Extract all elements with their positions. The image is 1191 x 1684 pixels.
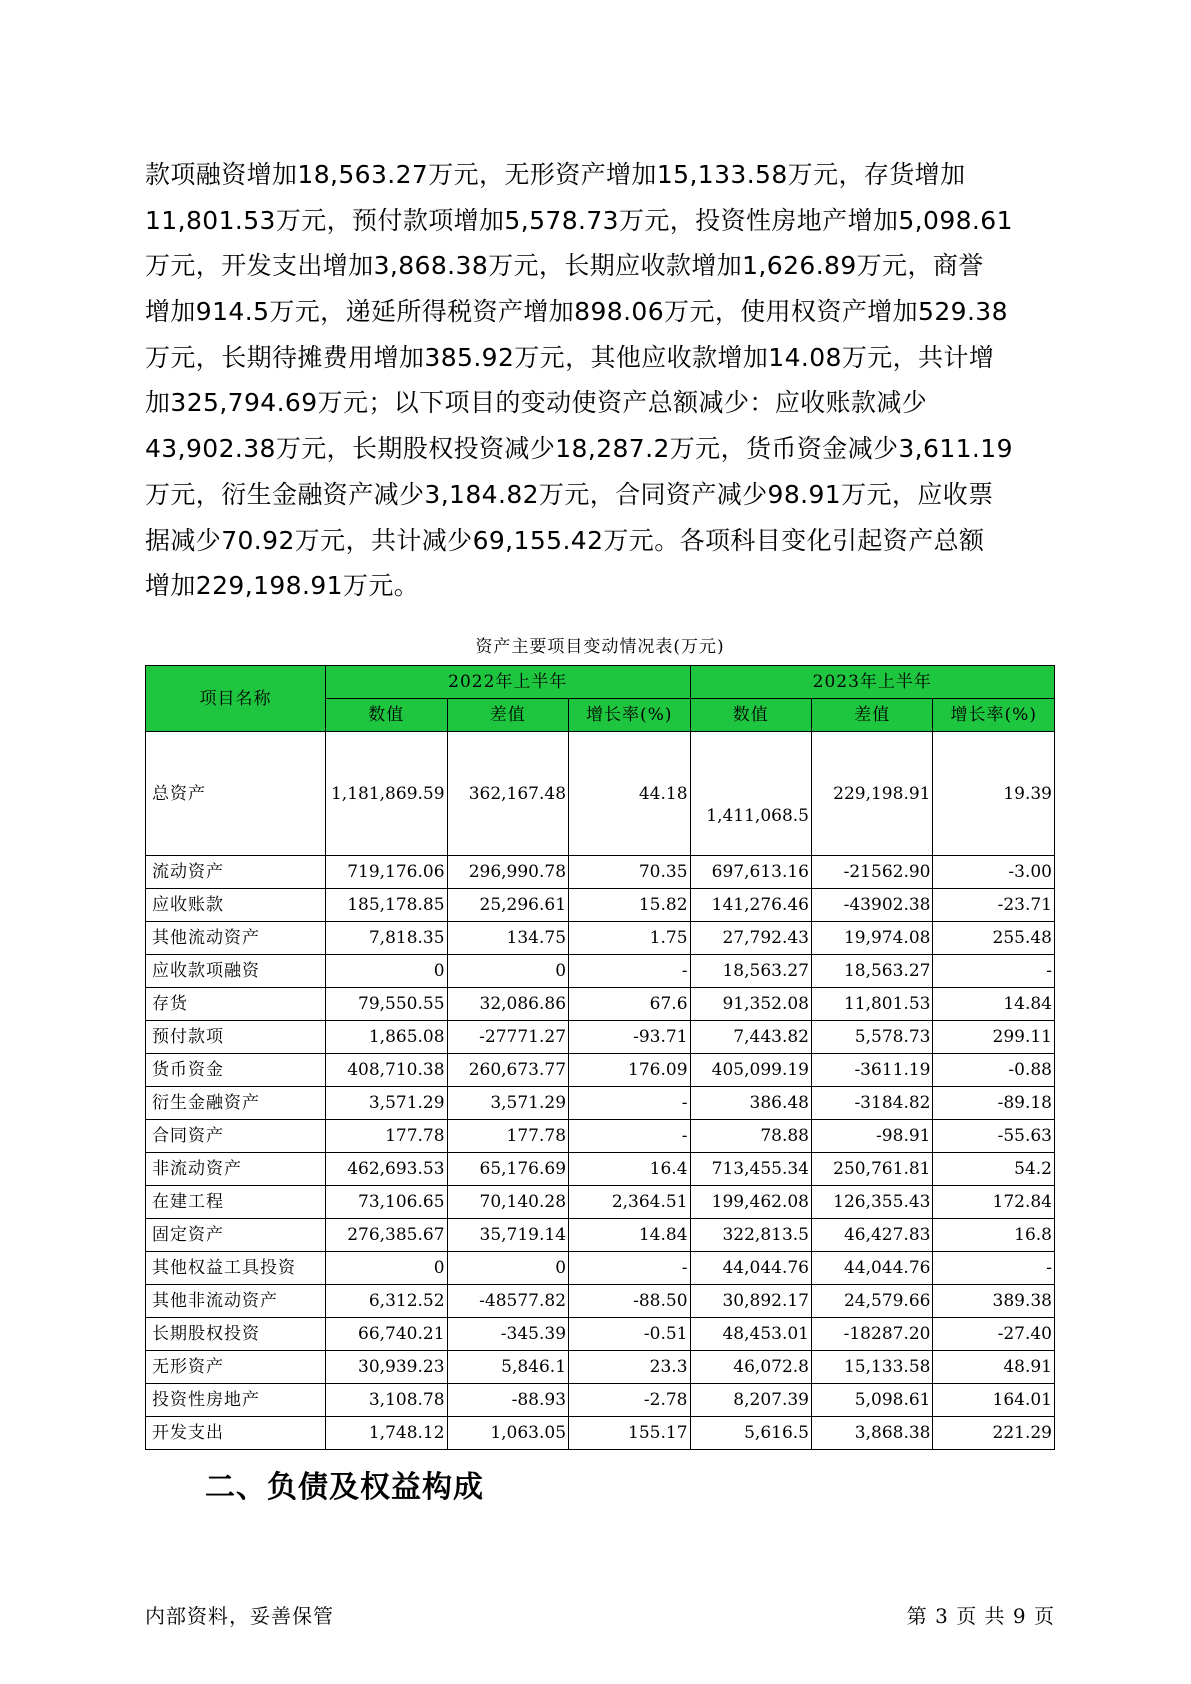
cell-diff-2023: 11,801.53 bbox=[812, 988, 933, 1021]
paragraph-line: 据减少70.92万元，共计减少69,155.42万元。各项科目变化引起资产总额 bbox=[145, 525, 985, 555]
cell-value-2022: 462,693.53 bbox=[326, 1153, 447, 1186]
table-row bbox=[146, 1153, 1055, 1186]
cell-rate-2023: 48.91 bbox=[933, 1351, 1055, 1384]
row-item-name: 在建工程 bbox=[146, 1186, 326, 1219]
paragraph-line: 增加914.5万元，递延所得税资产增加898.06万元，使用权资产增加529.38 bbox=[145, 297, 1008, 327]
cell-rate-2023: 389.38 bbox=[933, 1285, 1055, 1318]
table-row bbox=[146, 922, 1055, 955]
table-row bbox=[146, 1252, 1055, 1285]
cell-value-2023: 8,207.39 bbox=[690, 1384, 811, 1417]
row-item-name: 存货 bbox=[146, 988, 326, 1021]
cell-diff-2023: 5,578.73 bbox=[812, 1021, 933, 1054]
table-row bbox=[146, 955, 1055, 988]
cell-value-2023: 5,616.5 bbox=[690, 1417, 811, 1450]
cell-diff-2023: 5,098.61 bbox=[812, 1384, 933, 1417]
cell-rate-2023: -0.88 bbox=[933, 1054, 1055, 1087]
cell-rate-2022: 44.18 bbox=[569, 732, 690, 856]
cell-value-2023: 44,044.76 bbox=[690, 1252, 811, 1285]
cell-diff-2023: -98.91 bbox=[812, 1120, 933, 1153]
cell-value-2022: 276,385.67 bbox=[326, 1219, 447, 1252]
cell-rate-2023: -55.63 bbox=[933, 1120, 1055, 1153]
table-row bbox=[146, 732, 1055, 856]
cell-diff-2022: 0 bbox=[447, 1252, 568, 1285]
cell-rate-2023: 164.01 bbox=[933, 1384, 1055, 1417]
cell-diff-2022: 65,176.69 bbox=[447, 1153, 568, 1186]
row-item-name: 应收款项融资 bbox=[146, 955, 326, 988]
cell-diff-2022: 35,719.14 bbox=[447, 1219, 568, 1252]
cell-rate-2022: - bbox=[569, 955, 690, 988]
cell-value-2023: 199,462.08 bbox=[690, 1186, 811, 1219]
table-row bbox=[146, 1054, 1055, 1087]
body-paragraph bbox=[145, 152, 1055, 609]
cell-diff-2023: 3,868.38 bbox=[812, 1417, 933, 1450]
cell-value-2022: 73,106.65 bbox=[326, 1186, 447, 1219]
cell-value-2022: 6,312.52 bbox=[326, 1285, 447, 1318]
cell-rate-2022: 23.3 bbox=[569, 1351, 690, 1384]
cell-rate-2023: -3.00 bbox=[933, 856, 1055, 889]
cell-value-2022: 0 bbox=[326, 1252, 447, 1285]
cell-value-2022: 0 bbox=[326, 955, 447, 988]
section-heading: 二、负债及权益构成 bbox=[205, 1470, 484, 1505]
cell-rate-2023: 19.39 bbox=[933, 732, 1055, 856]
cell-rate-2022: 2,364.51 bbox=[569, 1186, 690, 1219]
cell-diff-2022: 177.78 bbox=[447, 1120, 568, 1153]
cell-value-2023: 48,453.01 bbox=[690, 1318, 811, 1351]
paragraph-line: 万元，开发支出增加3,868.38万元，长期应收款增加1,626.89万元，商誉 bbox=[145, 251, 984, 281]
cell-diff-2023: -3184.82 bbox=[812, 1087, 933, 1120]
cell-value-2023: 405,099.19 bbox=[690, 1054, 811, 1087]
cell-value-2022: 66,740.21 bbox=[326, 1318, 447, 1351]
cell-diff-2023: 15,133.58 bbox=[812, 1351, 933, 1384]
cell-value-2022: 1,748.12 bbox=[326, 1417, 447, 1450]
cell-rate-2022: -2.78 bbox=[569, 1384, 690, 1417]
table-row bbox=[146, 889, 1055, 922]
paragraph-line: 万元，长期待摊费用增加385.92万元，其他应收款增加14.08万元，共计增 bbox=[145, 342, 995, 372]
cell-diff-2023: 229,198.91 bbox=[812, 732, 933, 856]
cell-diff-2022: 362,167.48 bbox=[447, 732, 568, 856]
cell-rate-2023: 172.84 bbox=[933, 1186, 1055, 1219]
table-row bbox=[146, 856, 1055, 889]
cell-diff-2022: 70,140.28 bbox=[447, 1186, 568, 1219]
cell-rate-2022: - bbox=[569, 1087, 690, 1120]
cell-diff-2023: 250,761.81 bbox=[812, 1153, 933, 1186]
cell-value-2023: 1,411,068.5 bbox=[690, 732, 811, 856]
row-item-name: 无形资产 bbox=[146, 1351, 326, 1384]
cell-value-2023: 386.48 bbox=[690, 1087, 811, 1120]
cell-diff-2023: 19,974.08 bbox=[812, 922, 933, 955]
cell-value-2023: 18,563.27 bbox=[690, 955, 811, 988]
table-row bbox=[146, 1351, 1055, 1384]
row-item-name: 应收账款 bbox=[146, 889, 326, 922]
row-item-name: 货币资金 bbox=[146, 1054, 326, 1087]
cell-value-2023: 141,276.46 bbox=[690, 889, 811, 922]
table-row bbox=[146, 1318, 1055, 1351]
cell-rate-2023: -27.40 bbox=[933, 1318, 1055, 1351]
table-row bbox=[146, 1219, 1055, 1252]
row-item-name: 流动资产 bbox=[146, 856, 326, 889]
paragraph-line: 万元，衍生金融资产减少3,184.82万元，合同资产减少98.91万元，应收票 bbox=[145, 479, 994, 509]
cell-value-2022: 1,181,869.59 bbox=[326, 732, 447, 856]
cell-diff-2022: 0 bbox=[447, 955, 568, 988]
cell-rate-2022: -0.51 bbox=[569, 1318, 690, 1351]
row-item-name: 总资产 bbox=[146, 732, 326, 856]
table-row bbox=[146, 1186, 1055, 1219]
cell-diff-2022: 1,063.05 bbox=[447, 1417, 568, 1450]
cell-value-2023: 713,455.34 bbox=[690, 1153, 811, 1186]
row-item-name: 其他权益工具投资 bbox=[146, 1252, 326, 1285]
cell-value-2023: 78.88 bbox=[690, 1120, 811, 1153]
cell-diff-2022: 32,086.86 bbox=[447, 988, 568, 1021]
row-item-name: 其他非流动资产 bbox=[146, 1285, 326, 1318]
cell-value-2022: 30,939.23 bbox=[326, 1351, 447, 1384]
header-item-name: 项目名称 bbox=[146, 666, 326, 732]
cell-value-2023: 697,613.16 bbox=[690, 856, 811, 889]
cell-value-2022: 7,818.35 bbox=[326, 922, 447, 955]
header-rate-2023: 增长率(%) bbox=[933, 699, 1055, 732]
row-item-name: 开发支出 bbox=[146, 1417, 326, 1450]
table-row bbox=[146, 1384, 1055, 1417]
cell-diff-2022: -48577.82 bbox=[447, 1285, 568, 1318]
cell-diff-2023: -18287.20 bbox=[812, 1318, 933, 1351]
cell-diff-2023: 24,579.66 bbox=[812, 1285, 933, 1318]
row-item-name: 非流动资产 bbox=[146, 1153, 326, 1186]
cell-rate-2023: 16.8 bbox=[933, 1219, 1055, 1252]
cell-diff-2023: -3611.19 bbox=[812, 1054, 933, 1087]
cell-rate-2022: 16.4 bbox=[569, 1153, 690, 1186]
paragraph-line: 加325,794.69万元；以下项目的变动使资产总额减少：应收账款减少 bbox=[145, 388, 928, 418]
row-item-name: 长期股权投资 bbox=[146, 1318, 326, 1351]
cell-rate-2023: 221.29 bbox=[933, 1417, 1055, 1450]
cell-rate-2022: 14.84 bbox=[569, 1219, 690, 1252]
cell-rate-2022: - bbox=[569, 1120, 690, 1153]
table-row bbox=[146, 1285, 1055, 1318]
footer-page-number: 第 3 页 共 9 页 bbox=[906, 1604, 1055, 1628]
table-row bbox=[146, 1417, 1055, 1450]
row-item-name: 预付款项 bbox=[146, 1021, 326, 1054]
cell-value-2023: 27,792.43 bbox=[690, 922, 811, 955]
cell-value-2023: 7,443.82 bbox=[690, 1021, 811, 1054]
cell-value-2022: 185,178.85 bbox=[326, 889, 447, 922]
header-period-2022: 2022年上半年 bbox=[326, 666, 690, 699]
cell-rate-2022: 67.6 bbox=[569, 988, 690, 1021]
cell-diff-2023: 126,355.43 bbox=[812, 1186, 933, 1219]
header-period-2023: 2023年上半年 bbox=[690, 666, 1054, 699]
table-caption: 资产主要项目变动情况表(万元) bbox=[475, 637, 725, 657]
cell-value-2023: 91,352.08 bbox=[690, 988, 811, 1021]
cell-rate-2023: 299.11 bbox=[933, 1021, 1055, 1054]
cell-diff-2022: 260,673.77 bbox=[447, 1054, 568, 1087]
cell-rate-2022: 176.09 bbox=[569, 1054, 690, 1087]
row-item-name: 衍生金融资产 bbox=[146, 1087, 326, 1120]
cell-diff-2022: 25,296.61 bbox=[447, 889, 568, 922]
cell-rate-2022: - bbox=[569, 1252, 690, 1285]
cell-value-2023: 46,072.8 bbox=[690, 1351, 811, 1384]
cell-diff-2022: -345.39 bbox=[447, 1318, 568, 1351]
paragraph-line: 11,801.53万元，预付款项增加5,578.73万元，投资性房地产增加5,098.61 bbox=[145, 205, 1013, 235]
row-item-name: 投资性房地产 bbox=[146, 1384, 326, 1417]
table-row bbox=[146, 1087, 1055, 1120]
header-value-2022: 数值 bbox=[326, 699, 447, 732]
cell-diff-2023: 46,427.83 bbox=[812, 1219, 933, 1252]
cell-diff-2022: -88.93 bbox=[447, 1384, 568, 1417]
table-row bbox=[146, 1120, 1055, 1153]
table-row bbox=[146, 1021, 1055, 1054]
cell-value-2022: 3,571.29 bbox=[326, 1087, 447, 1120]
header-value-2023: 数值 bbox=[690, 699, 811, 732]
cell-diff-2023: -43902.38 bbox=[812, 889, 933, 922]
cell-value-2022: 177.78 bbox=[326, 1120, 447, 1153]
header-row-periods bbox=[146, 666, 1055, 699]
cell-value-2022: 408,710.38 bbox=[326, 1054, 447, 1087]
cell-rate-2023: -89.18 bbox=[933, 1087, 1055, 1120]
cell-diff-2022: 296,990.78 bbox=[447, 856, 568, 889]
cell-diff-2022: 3,571.29 bbox=[447, 1087, 568, 1120]
cell-value-2022: 1,865.08 bbox=[326, 1021, 447, 1054]
cell-diff-2023: 18,563.27 bbox=[812, 955, 933, 988]
cell-rate-2022: 15.82 bbox=[569, 889, 690, 922]
assets-change-table bbox=[145, 665, 1055, 1450]
header-diff-2022: 差值 bbox=[447, 699, 568, 732]
paragraph-line: 43,902.38万元，长期股权投资减少18,287.2万元，货币资金减少3,611.19 bbox=[145, 434, 1013, 464]
cell-diff-2023: -21562.90 bbox=[812, 856, 933, 889]
cell-rate-2023: 14.84 bbox=[933, 988, 1055, 1021]
cell-diff-2022: 5,846.1 bbox=[447, 1351, 568, 1384]
cell-rate-2022: -93.71 bbox=[569, 1021, 690, 1054]
footer-confidential-note: 内部资料，妥善保管 bbox=[145, 1604, 334, 1628]
cell-value-2023: 322,813.5 bbox=[690, 1219, 811, 1252]
cell-rate-2023: - bbox=[933, 1252, 1055, 1285]
cell-diff-2022: -27771.27 bbox=[447, 1021, 568, 1054]
cell-rate-2023: -23.71 bbox=[933, 889, 1055, 922]
cell-rate-2022: 155.17 bbox=[569, 1417, 690, 1450]
header-rate-2022: 增长率(%) bbox=[569, 699, 690, 732]
cell-rate-2022: -88.50 bbox=[569, 1285, 690, 1318]
row-item-name: 其他流动资产 bbox=[146, 922, 326, 955]
cell-value-2023: 30,892.17 bbox=[690, 1285, 811, 1318]
cell-value-2022: 79,550.55 bbox=[326, 988, 447, 1021]
row-item-name: 合同资产 bbox=[146, 1120, 326, 1153]
header-diff-2023: 差值 bbox=[812, 699, 933, 732]
cell-value-2022: 719,176.06 bbox=[326, 856, 447, 889]
cell-value-2022: 3,108.78 bbox=[326, 1384, 447, 1417]
cell-diff-2022: 134.75 bbox=[447, 922, 568, 955]
cell-rate-2023: 54.2 bbox=[933, 1153, 1055, 1186]
cell-diff-2023: 44,044.76 bbox=[812, 1252, 933, 1285]
cell-rate-2023: 255.48 bbox=[933, 922, 1055, 955]
cell-rate-2022: 1.75 bbox=[569, 922, 690, 955]
cell-rate-2022: 70.35 bbox=[569, 856, 690, 889]
cell-rate-2023: - bbox=[933, 955, 1055, 988]
paragraph-line: 款项融资增加18,563.27万元，无形资产增加15,133.58万元，存货增加 bbox=[145, 160, 966, 189]
row-item-name: 固定资产 bbox=[146, 1219, 326, 1252]
paragraph-line: 增加229,198.91万元。 bbox=[145, 571, 420, 601]
table-row bbox=[146, 988, 1055, 1021]
